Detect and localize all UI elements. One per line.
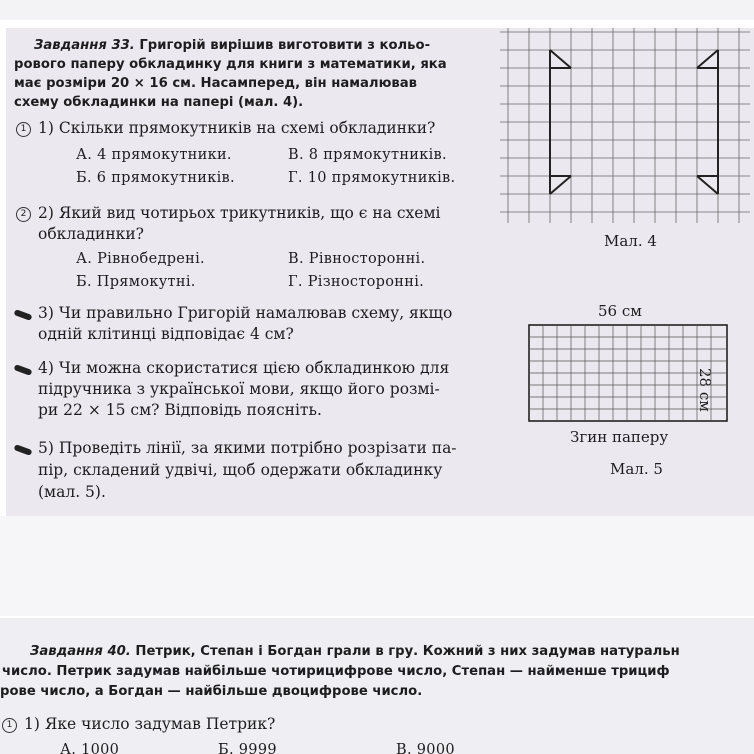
- question-5-line-1: 5) Проведіть лінії, за якими потрібно розрізати па-: [38, 439, 457, 457]
- task-40-line-1: Завдання 40. Петрик, Степан і Богдан грали в гру. Кожний з них задумав натуральн: [30, 644, 680, 659]
- pen-marker-icon: [14, 309, 33, 321]
- q2-option-a: А. Рівнобедрені.: [76, 251, 205, 267]
- q1-option-g: Г. 10 прямокутників.: [288, 170, 456, 186]
- question-4-line-1: 4) Чи можна скористатися цією обкладинкою для: [38, 359, 450, 377]
- task-40-option-a: А. 1000: [60, 742, 120, 754]
- q2-option-v: В. Рівносторонні.: [288, 251, 426, 267]
- task-40-question-1: 1) Яке число задумав Петрик?: [24, 715, 276, 733]
- question-2-line-1: 2) Який вид чотирьох трикутників, що є на схемі: [38, 204, 441, 222]
- question-4-line-3: ри 22 × 15 см? Відповідь поясніть.: [38, 401, 322, 419]
- task-33-line-1: Завдання 33. Григорій вирішив виготовити з кольо-: [34, 38, 431, 53]
- question-3-line-1: 3) Чи правильно Григорій намалював схему, якщо: [38, 304, 453, 322]
- question-3-line-2: одній клітинці відповідає 4 см?: [38, 325, 294, 343]
- figure-5-width-label: 56 см: [598, 302, 642, 320]
- task-40-line-3: рове число, а Богдан — найбільше двоцифрове число.: [0, 684, 423, 699]
- page-gap: [0, 516, 754, 616]
- q1-option-a: А. 4 прямокутники.: [76, 147, 232, 163]
- level-1-marker-icon: 1: [16, 122, 31, 137]
- task-33-label: Завдання 33.: [34, 38, 135, 53]
- task-40-option-b: Б. 9999: [218, 742, 277, 754]
- task-40-line-2: число. Петрик задумав найбільше чотирицифрове число, Степан — найменше трициф: [2, 664, 670, 679]
- question-2-line-2: обкладинки?: [38, 225, 144, 243]
- question-5-line-2: пір, складений удвічі, щоб одержати обкладинку: [38, 461, 443, 479]
- figure-4-grid: [500, 28, 750, 223]
- task-33-line-3: має розміри 20 × 16 см. Насамперед, він намалював: [14, 76, 417, 91]
- question-1: 1) Скільки прямокутників на схемі обкладинки?: [38, 119, 436, 137]
- figure-5-fold-label: Згин паперу: [570, 428, 669, 446]
- textbook-page-lower: [0, 618, 754, 754]
- window-top-bar: [0, 0, 754, 20]
- textbook-page-upper: [6, 28, 754, 516]
- figure-5-paper-grid: [528, 324, 728, 424]
- q2-option-b: Б. Прямокутні.: [76, 274, 196, 290]
- figure-4-cover-scheme: [500, 28, 754, 228]
- figure-5-height-label: 28 см: [696, 368, 714, 412]
- task-33-line-2: рового паперу обкладинку для книги з математики, яка: [14, 57, 447, 72]
- level-2-marker-icon: 2: [16, 207, 31, 222]
- pen-marker-icon: [14, 444, 33, 456]
- task-33-line-4: схему обкладинки на папері (мал. 4).: [14, 95, 304, 110]
- q2-option-g: Г. Різносторонні.: [288, 274, 425, 290]
- figure-4-caption: Мал. 4: [604, 232, 657, 250]
- q1-option-v: В. 8 прямокутників.: [288, 147, 447, 163]
- question-4-line-2: підручника з української мови, якщо його розмі-: [38, 380, 440, 398]
- pen-marker-icon: [14, 364, 33, 376]
- task-40-label: Завдання 40.: [30, 644, 131, 659]
- q1-option-b: Б. 6 прямокутників.: [76, 170, 235, 186]
- level-1-marker-icon: 1: [2, 718, 17, 733]
- figure-5-caption: Мал. 5: [610, 460, 663, 478]
- task-40-option-v: В. 9000: [396, 742, 455, 754]
- question-5-line-3: (мал. 5).: [38, 483, 106, 501]
